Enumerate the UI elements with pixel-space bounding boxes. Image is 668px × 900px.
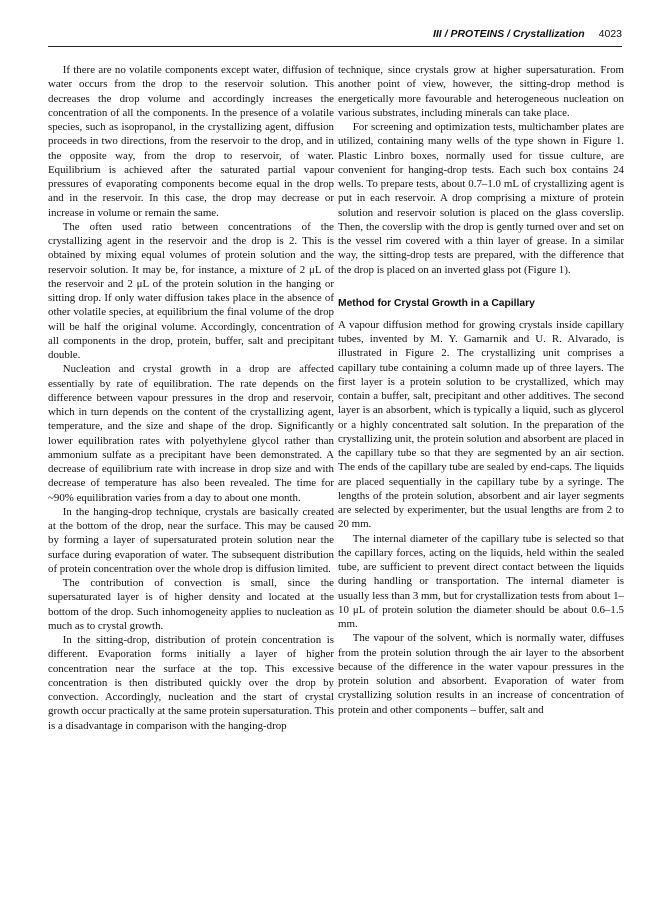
paragraph: If there are no volatile components except water, diffusion of water occurs from the drop to the reservoir solution. This decreases the drop volume and accordingly increases the concentration of all the components. In the presence of a volatile species, such as isopropanol, in the crystallizing agent, diffusion proceeds in two directions, from the reservoir to the drop, and in the opposite way, from the drop to reservoir, of water. Equilibrium is achieved after the saturated partial vapour pressures of evaporating components become equal in the drop and in the reservoir. In this case, the drop may decrease or increase in volume or remain the same. [48, 64, 334, 219]
paragraph: Nucleation and crystal growth in a drop are affected essentially by rate of equilibration. The rate depends on the difference between vapour pressures in the drop and reservoir, which in turn depends on the content of the crystallizing agent, temperature, and the size and shape of the drop. Significantly lower equilibration rates with polyethylene glycol rather than ammonium sulfate as a precipitant have been demonstrated. A decrease of equilibrium rate with increase in drop size and with decrease of temperature has also been revealed. The time for ~90% equilibration varies from a day to about one month. [48, 363, 334, 504]
paragraph: For screening and optimization tests, multichamber plates are utilized, containing many wells of the type shown in Figure 1. Plastic Linbro boxes, normally used for tissue culture, are convenient for hanging-drop tests. Each such box contains 24 wells. To prepare tests, about 0.7–1.0 mL of crystallizing agent is put in each reservoir. A drop comprising a mixture of protein solution and reservoir solution is placed on the glass coverslip. Then, the coverslip with the drop is gently turned over and set on the vessel rim covered with a thin layer of grease. In a similar way, the sitting-drop tests are prepared, with the difference that the drop is placed on an inverted glass pot (Figure 1). [338, 121, 624, 276]
header-section-title: III / PROTEINS / Crystallization [432, 28, 585, 40]
header-rule [48, 46, 622, 47]
paragraph: In the hanging-drop technique, crystals are basically created at the bottom of the drop, near the surface. This may be caused by forming a layer of supersaturated protein solution near the surface during evaporation of water. The subsequent distribution of protein concentration over the whole drop is diffusion limited. [48, 505, 334, 575]
paragraph: The internal diameter of the capillary tube is selected so that the capillary forces, acting on the liquids, held within the sealed tube, are sufficient to prevent direct contact between the liquids during handling or transportation. The internal diameter is usually less than 3 mm, but for crystallization tests from about 1–10 μL of protein solution the diameter should be about 0.6–1.5 mm. [338, 532, 624, 630]
left-column [48, 63, 334, 733]
section-heading: Method for Crystal Growth in a Capillary [338, 297, 535, 309]
running-header [433, 28, 622, 40]
paragraph: The contribution of convection is small, since the supersaturated layer is of higher density and located at the bottom of the drop. Such inhomogeneity applies to nucleation as much as to crystal growth. [48, 577, 334, 632]
paragraph: The often used ratio between concentrations of the crystallizing agent in the reservoir and the drop is 2. This is obtained by mixing equal volumes of protein solution and the reservoir solution. It may be, for instance, a mixture of 2 μL of the reservoir and 2 μL of the protein solution in the hanging or sitting drop. If only water diffusion takes place in the absence of other volatile species, at equilibrium the final volume of the drop will be half the original volume. Accordingly, concentration of all components in the drop, protein, buffer, salt and precipitant double. [48, 220, 334, 361]
paragraph-continued: technique, since crystals grow at higher supersaturation. From another point of view, however, the sitting-drop method is energetically more favourable and heterogeneous nucleation on various substrates, including minerals can take place. [338, 64, 624, 119]
paragraph: In the sitting-drop, distribution of protein concentration is different. Evaporation forms initially a layer of higher concentration near the surface at the top. This excessive concentration is then distributed quickly over the drop by convection. Accordingly, nucleation and the start of crystal growth occur practically at the same protein supersaturation. This is a disadvantage in comparison with the hanging-drop [48, 634, 334, 732]
paragraph: The vapour of the solvent, which is normally water, diffuses from the protein solution through the air layer to the absorbent because of the difference in the water vapour pressures in the protein solution and absorbent. Evaporation of water from crystallizing solution results in an increase of concentration of protein and other components – buffer, salt and [338, 632, 624, 716]
right-column [338, 63, 624, 717]
page-number: 4023 [598, 28, 622, 40]
paragraph: A vapour diffusion method for growing crystals inside capillary tubes, invented by M. Y. Gamarnik and U. R. Alvarado, is illustrated in Figure 2. The crystallizing unit comprises a capillary tube containing a column made up of three layers. The first layer is a protein solution to be crystallized, which may contain a buffer, salt, precipitant and other additives. The second layer is an absorbent, which is typically a liquid, such as glycerol or a highly concentrated salt solution. In the preparation of the crystallizing unit, the protein solution and absorbent are placed in the capillary tube so that they are segmented by an air section. The ends of the capillary tube are sealed by end-caps. The liquids are placed sequentially in the capillary tube by a syringe. The lengths of the protein solution, absorbent and air layer segments are selected by experimenter, but the usual lengths are from 2 to 20 mm. [338, 318, 624, 531]
